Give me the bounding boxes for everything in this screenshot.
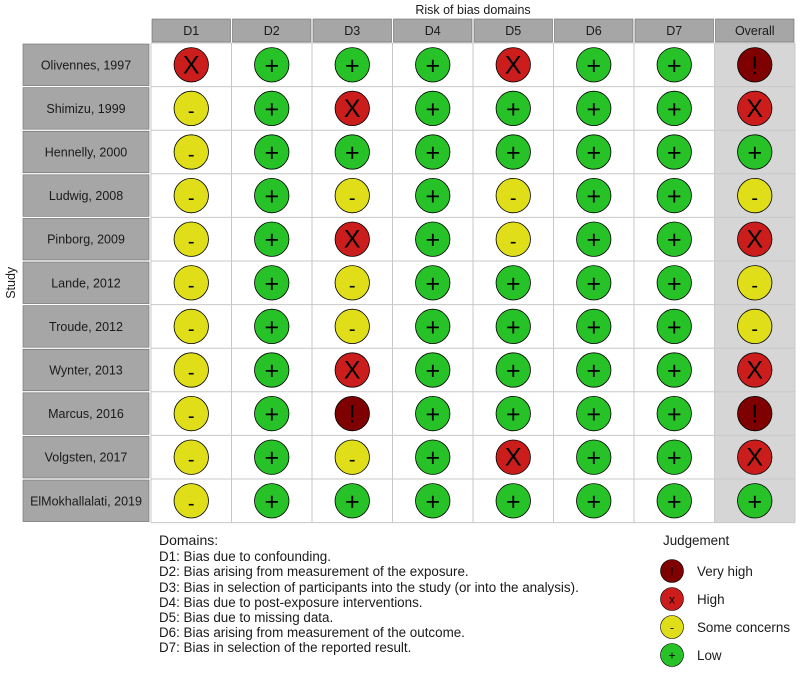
domain-description-d1: D1: Bias due to confounding.: [159, 549, 331, 565]
rating-symbol: +: [586, 313, 602, 342]
rating-symbol: +: [264, 313, 280, 342]
rating-symbol: +: [264, 444, 280, 473]
legend-item-low: [657, 642, 800, 670]
column-header-overall: Overall: [734, 24, 775, 38]
rating-symbol: -: [187, 318, 195, 341]
rating-symbol: +: [264, 400, 280, 429]
rating-symbol: +: [505, 400, 521, 429]
rating-symbol: -: [187, 362, 195, 384]
legend-marker-symbol: !: [670, 564, 674, 579]
legend-marker-symbol: x: [669, 592, 675, 607]
y-axis-label: Study: [4, 266, 18, 299]
rating-symbol: +: [666, 357, 682, 385]
rating-symbol: -: [187, 231, 195, 254]
rating-symbol: +: [505, 357, 521, 385]
rating-symbol: +: [264, 269, 280, 298]
rating-symbol: -: [187, 274, 195, 297]
domain-description-d3: D3: Bias in selection of participants into the study (or into the analysis).: [159, 579, 579, 595]
judgement-title: Judgement: [663, 533, 730, 548]
domain-description-d4: D4: Bias due to post-exposure interventions.: [159, 594, 423, 610]
rating-symbol: +: [425, 487, 441, 516]
rating-symbol: -: [751, 187, 759, 210]
study-label: Pinborg, 2009: [47, 232, 125, 247]
rating-symbol: +: [666, 269, 682, 298]
rating-symbol: -: [751, 318, 759, 341]
rating-symbol: +: [264, 226, 280, 255]
domain-description-d2: D2: Bias arising from measurement of the exposure.: [159, 564, 469, 580]
domain-description-d5: D5: Bias due to missing data.: [159, 610, 334, 626]
rating-symbol: -: [348, 449, 356, 472]
rating-symbol: +: [344, 139, 360, 167]
rating-symbol: +: [264, 182, 280, 211]
rating-symbol: +: [586, 95, 602, 124]
rating-symbol: -: [348, 318, 356, 341]
rating-symbol: +: [586, 444, 602, 473]
rating-symbol: -: [187, 100, 195, 123]
study-label: Marcus, 2016: [48, 407, 124, 422]
rating-symbol: !: [751, 400, 759, 429]
rating-symbol: +: [747, 139, 763, 167]
legend-label-very-high: Very high: [697, 564, 753, 579]
rating-symbol: X: [343, 356, 361, 385]
rating-symbol: X: [182, 51, 200, 80]
column-header-d6: D6: [585, 24, 602, 38]
rating-symbol: -: [509, 187, 517, 210]
rating-symbol: +: [747, 487, 763, 516]
legend-label-low: Low: [697, 648, 722, 663]
rating-symbol: +: [666, 139, 682, 167]
rating-symbol: -: [509, 231, 517, 254]
rating-symbol: -: [348, 274, 356, 297]
study-label: Olivennes, 1997: [40, 58, 132, 73]
rating-symbol: +: [425, 444, 441, 473]
rating-symbol: +: [425, 95, 441, 124]
rating-symbol: +: [425, 226, 441, 255]
rating-symbol: X: [746, 356, 764, 385]
rating-symbol: +: [666, 400, 682, 429]
rating-symbol: +: [666, 313, 682, 342]
rating-symbol: !: [751, 51, 759, 80]
rating-symbol: X: [746, 443, 764, 472]
column-header-d7: D7: [666, 24, 683, 38]
rating-symbol: +: [505, 95, 521, 124]
rating-symbol: +: [505, 487, 521, 516]
rating-symbol: X: [746, 225, 764, 254]
rating-symbol: +: [586, 182, 602, 211]
study-label: Volgsten, 2017: [44, 450, 128, 465]
rating-symbol: +: [666, 487, 682, 516]
rating-symbol: +: [264, 139, 280, 167]
rating-symbol: +: [425, 139, 441, 167]
legend-marker-symbol: -: [670, 620, 674, 635]
domains-legend: [159, 533, 579, 656]
study-label: Lande, 2012: [51, 276, 121, 291]
rating-symbol: +: [264, 95, 280, 124]
rating-symbol: +: [264, 51, 280, 80]
chart-title: Risk of bias domains: [415, 3, 531, 17]
very-high-marker-icon: [657, 558, 687, 584]
study-label: Troude, 2012: [49, 319, 123, 334]
rating-symbol: +: [666, 444, 682, 473]
rating-symbol: +: [505, 139, 521, 167]
rating-symbol: +: [505, 269, 521, 298]
rating-symbol: +: [586, 139, 602, 167]
rating-symbol: -: [187, 187, 195, 210]
rating-symbol: +: [425, 313, 441, 342]
rating-symbol: -: [348, 187, 356, 210]
domain-description-d7: D7: Bias in selection of the reported result.: [159, 640, 412, 656]
rating-symbol: X: [746, 94, 764, 123]
rating-symbol: X: [504, 443, 522, 472]
some-concerns-marker-icon: [657, 614, 687, 640]
study-label: Hennelly, 2000: [44, 145, 128, 160]
study-label: ElMokhallalati, 2019: [30, 494, 142, 509]
rating-symbol: -: [187, 492, 195, 515]
high-marker-icon: [657, 586, 687, 612]
legend-label-some-concerns: Some concerns: [697, 620, 791, 635]
judgement-legend: [657, 533, 800, 670]
rating-symbol: +: [586, 357, 602, 385]
legend-item-some-concerns: [657, 614, 800, 642]
rating-symbol: +: [666, 226, 682, 255]
rating-symbol: +: [666, 51, 682, 80]
rating-symbol: -: [187, 449, 195, 472]
rating-symbol: -: [187, 144, 195, 166]
rating-symbol: +: [505, 313, 521, 342]
rating-symbol: +: [586, 269, 602, 298]
rating-symbol: -: [187, 405, 195, 428]
rating-symbol: +: [264, 357, 280, 385]
column-header-d3: D3: [344, 24, 361, 38]
rating-symbol: +: [666, 95, 682, 124]
rating-symbol: +: [425, 400, 441, 429]
column-header-d2: D2: [263, 24, 280, 38]
study-label: Ludwig, 2008: [48, 189, 124, 204]
column-header-d5: D5: [505, 24, 522, 38]
rating-symbol: +: [425, 357, 441, 385]
rating-symbol: +: [425, 182, 441, 211]
legend-marker-symbol: +: [668, 648, 676, 663]
legend-label-high: High: [697, 592, 725, 607]
rating-symbol: +: [425, 51, 441, 80]
rating-symbol: X: [343, 225, 361, 254]
study-label: Wynter, 2013: [49, 363, 123, 378]
rating-symbol: +: [264, 487, 280, 516]
study-label: Shimizu, 1999: [46, 101, 126, 116]
rating-symbol: +: [344, 51, 360, 80]
rating-symbol: +: [666, 182, 682, 211]
domains-title: Domains:: [159, 532, 219, 548]
rating-symbol: !: [348, 400, 356, 429]
rating-symbol: +: [586, 226, 602, 255]
rating-symbol: +: [586, 487, 602, 516]
rating-symbol: +: [586, 51, 602, 80]
rating-symbol: +: [344, 487, 360, 516]
rating-symbol: +: [425, 269, 441, 298]
rating-symbol: +: [586, 400, 602, 429]
legend-item-very-high: [657, 558, 800, 586]
low-marker-icon: [657, 642, 687, 668]
legend-item-high: [657, 586, 800, 614]
column-header-d4: D4: [424, 24, 441, 38]
rating-symbol: -: [751, 274, 759, 297]
column-header-d1: D1: [183, 24, 200, 38]
rating-symbol: X: [504, 51, 522, 80]
domain-description-d6: D6: Bias arising from measurement of the outcome.: [159, 625, 465, 641]
rating-symbol: X: [343, 94, 361, 123]
